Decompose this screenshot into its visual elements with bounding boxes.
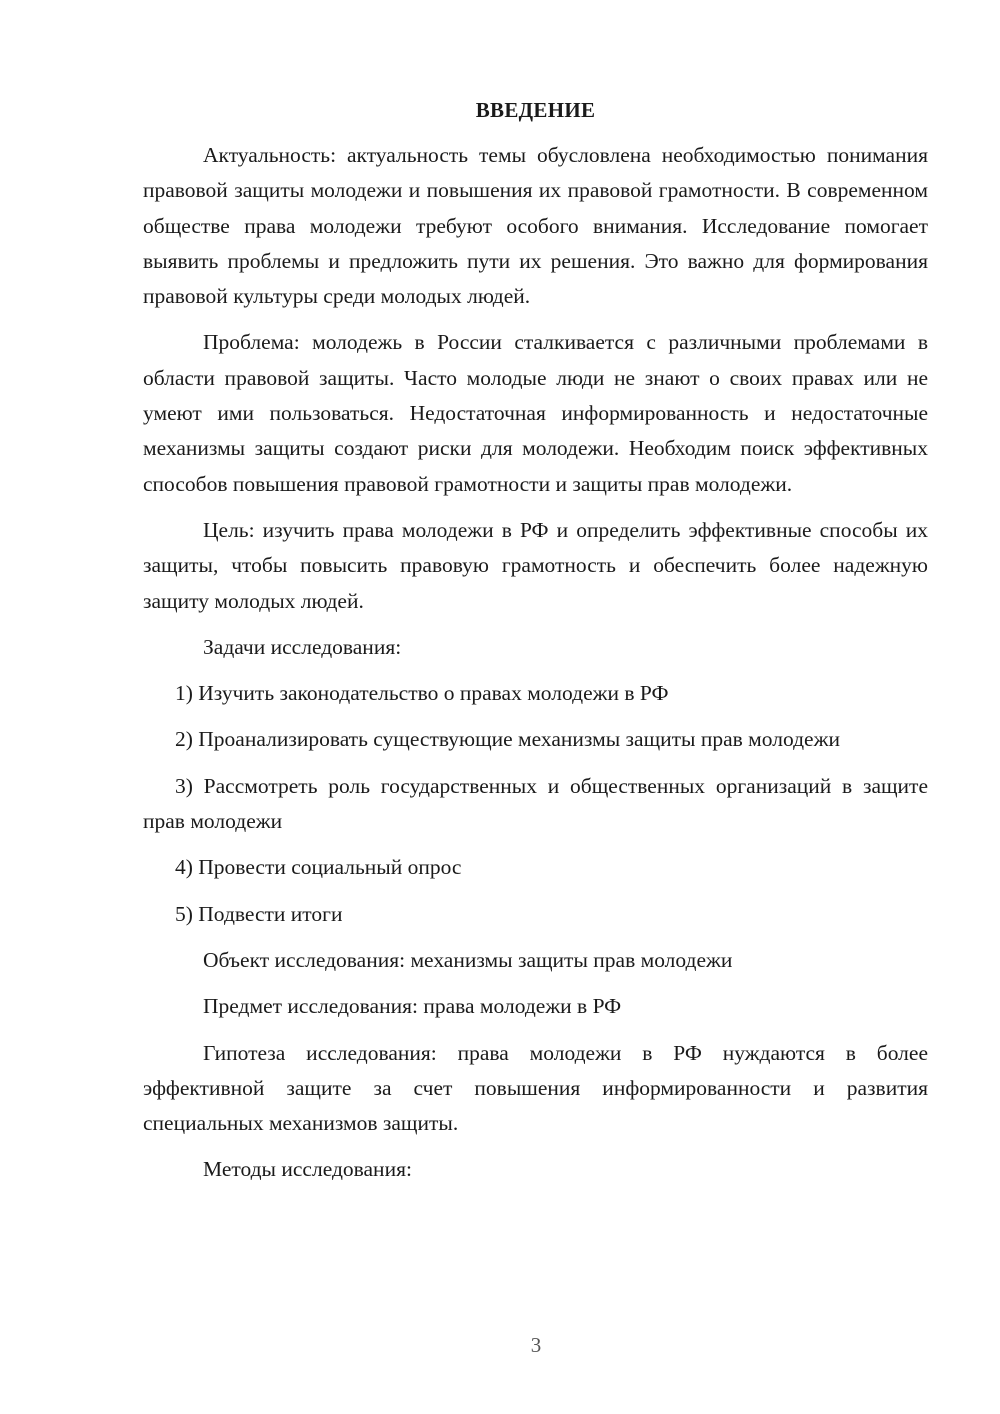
paragraph-object: Объект исследования: механизмы защиты прав молодежи bbox=[203, 947, 733, 972]
methods-title: Методы исследования: bbox=[203, 1157, 412, 1182]
list-item-task-2: 2) Проанализировать существующие механизмы защиты прав молодежи bbox=[175, 727, 840, 752]
tasks-title: Задачи исследования: bbox=[203, 634, 402, 659]
list-item-task-1: 1) Изучить законодательство о правах молодежи в РФ bbox=[175, 681, 669, 706]
page-body bbox=[143, 90, 928, 1188]
paragraph-hypothesis: Гипотеза исследования: права молодежи в РФ нуждаются в более эффективной защите за счет повышения информированности и развития специальных механизмов защиты. bbox=[143, 1040, 928, 1136]
list-item-task-5: 5) Подвести итоги bbox=[175, 901, 343, 926]
list-item-task-4: 4) Провести социальный опрос bbox=[175, 855, 462, 880]
list-item-task-3: 3) Рассмотреть роль государственных и общественных организаций в защите прав молодежи bbox=[143, 773, 928, 834]
paragraph-goal: Цель: изучить права молодежи в РФ и определить эффективные способы их защиты, чтобы повысить правовую грамотность и обеспечить более надежную защиту молодых людей. bbox=[143, 517, 928, 613]
paragraph-subject: Предмет исследования: права молодежи в РФ bbox=[203, 994, 622, 1019]
paragraph-problem: Проблема: молодежь в России сталкивается с различными проблемами в области правовой защиты. Часто молодые люди не знают о своих правах или не умеют ими пользоваться. Недостаточная информированность и недостаточные механизмы защиты создают риски для молодежи. Необходим поиск эффективных способов повышения правовой грамотности и защиты прав молодежи. bbox=[143, 330, 928, 496]
paragraph-relevance: Актуальность: актуальность темы обусловлена необходимостью понимания правовой защиты молодежи и повышения их правовой грамотности. В современном обществе права молодежи требуют особого внимания. Исследование помогает выявить проблемы и предложить пути их решения. Это важно для формирования правовой культуры среди молодых людей. bbox=[143, 143, 928, 309]
section-heading: ВВЕДЕНИЕ bbox=[475, 98, 596, 122]
page-number: 3 bbox=[530, 1333, 542, 1357]
